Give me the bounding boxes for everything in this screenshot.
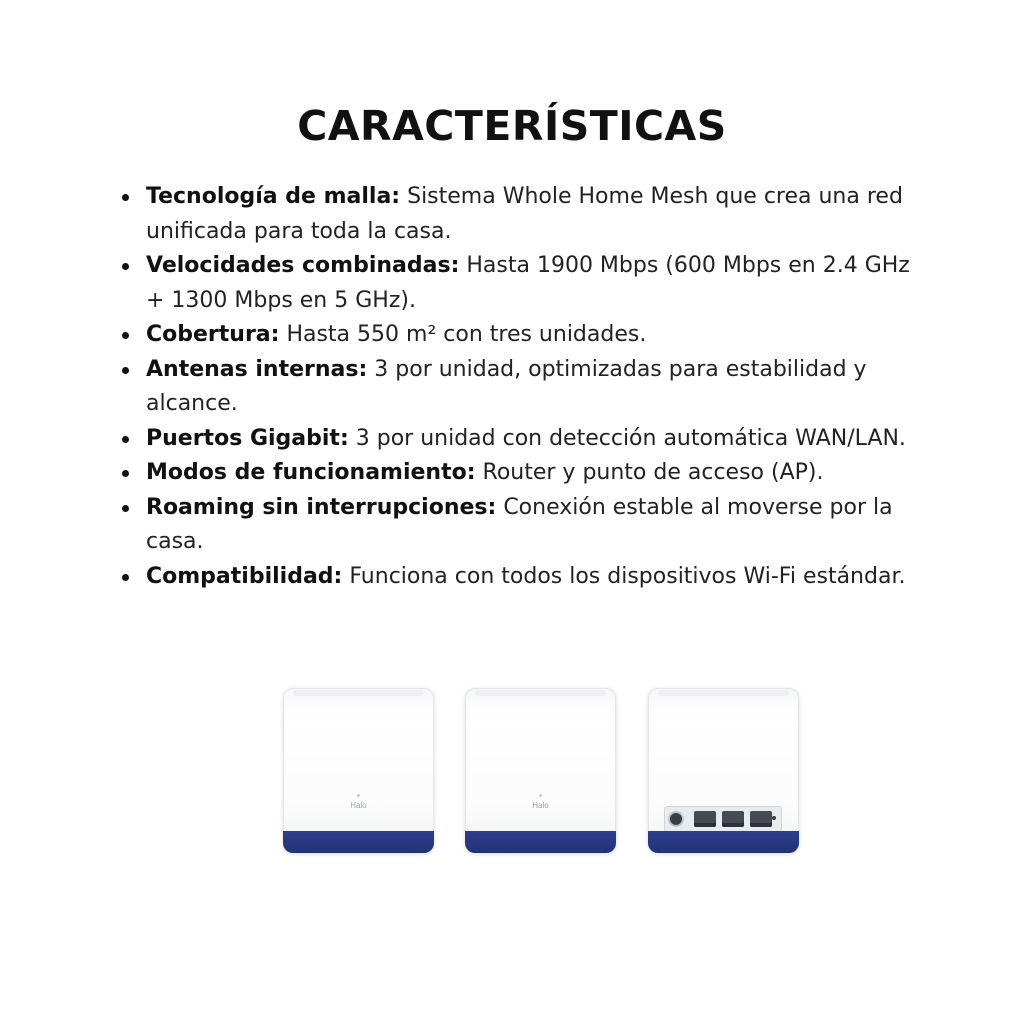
- unit-brand-mark: Halo: [532, 801, 549, 810]
- feature-item-roaming: [120, 491, 920, 560]
- unit-brand-mark: Halo: [350, 801, 367, 810]
- bullet-icon: [122, 505, 129, 512]
- unit-top-edge: [658, 690, 789, 696]
- mesh-unit-front-2: [465, 688, 616, 853]
- feature-item-coverage: [120, 318, 920, 353]
- ethernet-port-icon: [750, 811, 772, 827]
- unit-top-edge: [475, 690, 606, 696]
- unit-base: [648, 831, 799, 853]
- feature-text: Conexión estable al moverse por la casa.: [146, 494, 893, 554]
- feature-label: Cobertura:: [146, 322, 280, 347]
- page-title: CARACTERÍSTICAS: [297, 102, 727, 150]
- unit-base: [465, 831, 616, 853]
- bullet-icon: [122, 194, 129, 201]
- feature-label: Velocidades combinadas:: [146, 253, 460, 278]
- feature-text: Router y punto de acceso (AP).: [475, 460, 824, 485]
- feature-label: Puertos Gigabit:: [146, 425, 349, 451]
- unit-base: [283, 831, 434, 853]
- mesh-unit-back: [648, 688, 799, 853]
- ethernet-port-icon: [694, 811, 716, 827]
- feature-label: Modos de funcionamiento:: [146, 460, 476, 485]
- unit-top-edge: [293, 690, 424, 696]
- feature-label: Compatibilidad:: [146, 563, 343, 589]
- feature-text: Hasta 550 m² con tres unidades.: [279, 322, 647, 347]
- feature-text: 3 por unidad con detección automática WAN/LAN.: [348, 425, 906, 451]
- reset-hole-icon: [772, 816, 776, 820]
- status-led-icon: [539, 794, 542, 797]
- bullet-icon: [122, 436, 129, 443]
- feature-label: Antenas internas:: [146, 356, 368, 382]
- bullet-icon: [122, 263, 129, 270]
- feature-item-modes: [120, 456, 920, 491]
- bullet-icon: [122, 574, 129, 581]
- features-list: [120, 180, 920, 594]
- feature-label: Tecnología de malla:: [146, 184, 401, 209]
- unit-body: [465, 688, 616, 853]
- feature-label: Roaming sin interrupciones:: [146, 494, 497, 520]
- bullet-icon: [122, 367, 129, 374]
- feature-item-antennas: [120, 353, 920, 422]
- feature-item-mesh: [120, 180, 920, 249]
- bullet-icon: [122, 470, 129, 477]
- ethernet-port-icon: [722, 811, 744, 827]
- mesh-unit-front-1: [283, 688, 434, 853]
- feature-text: Sistema Whole Home Mesh que crea una red unificada para toda la casa.: [146, 184, 903, 244]
- status-led-icon: [357, 794, 360, 797]
- feature-item-ports: [120, 422, 920, 457]
- feature-text: 3 por unidad, optimizadas para estabilidad y alcance.: [146, 356, 867, 416]
- feature-item-compatibility: [120, 560, 920, 595]
- product-image: [270, 680, 810, 870]
- feature-text: Funciona con todos los dispositivos Wi-Fi estándar.: [342, 563, 906, 589]
- port-panel: [664, 806, 782, 832]
- feature-item-speeds: [120, 249, 920, 318]
- feature-text: Hasta 1900 Mbps (600 Mbps en 2.4 GHz + 1300 Mbps en 5 GHz).: [146, 253, 910, 313]
- power-port-icon: [670, 813, 682, 825]
- unit-body: [283, 688, 434, 853]
- bullet-icon: [122, 332, 129, 339]
